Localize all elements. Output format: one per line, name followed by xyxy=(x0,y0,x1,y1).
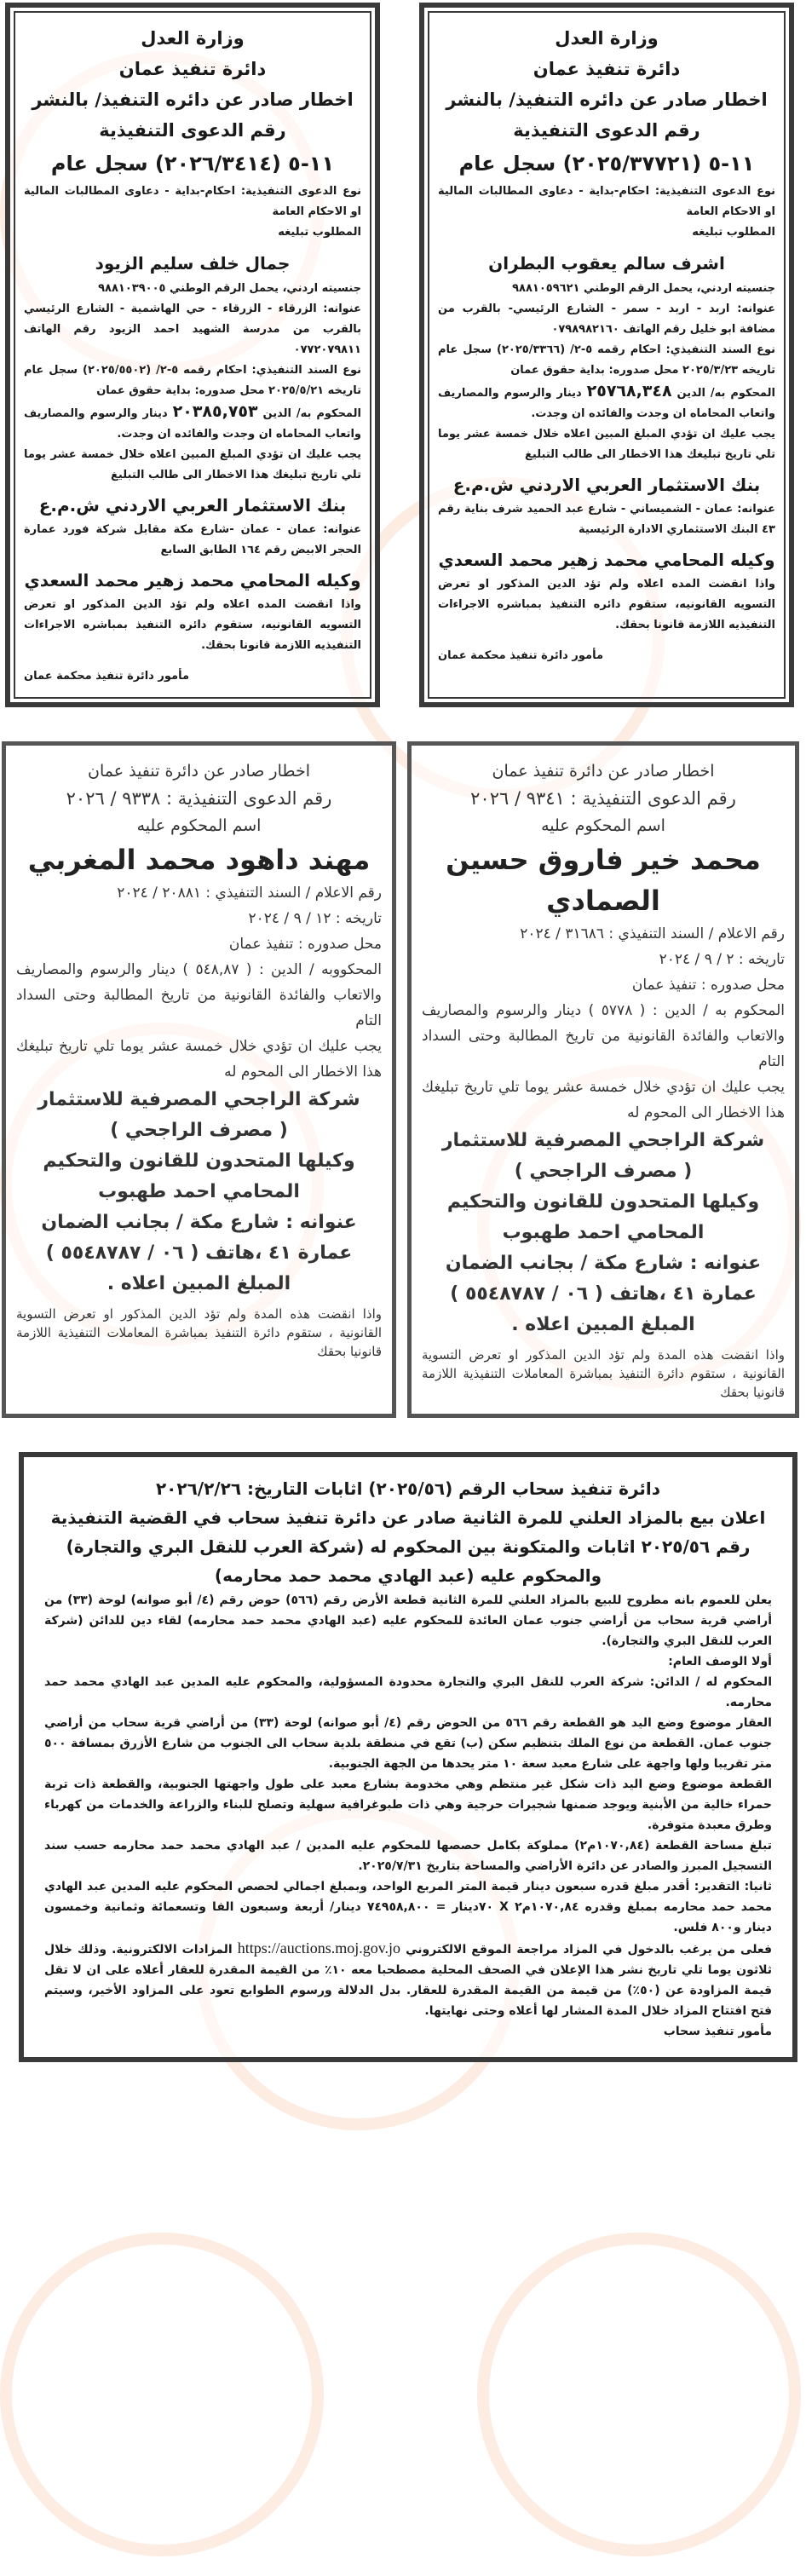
debt-suffix: دينار والرسوم والمصاريف واتعاب المحاماه ان وجدت والفائده ان وجدت. xyxy=(24,407,361,441)
issue-date: تاريخه : ١٢ / ٩ / ٢٠٢٤ xyxy=(248,910,382,927)
notice-heading: اخطار صادر عن دائره التنفيذ/ بالنشر xyxy=(32,89,354,110)
general-description-heading: أولا الوصف العام: xyxy=(668,1655,772,1668)
execution-notice-mid-right xyxy=(407,741,799,1418)
watermark-clock-ring xyxy=(477,2233,801,2556)
bidding-text: فعلى من يرغب بالدخول في المزاد مراجعة الموقع الالكتروني xyxy=(406,1943,772,1956)
warning: واذا انقضت هذه المدة ولم تؤد الدين المذكور او تعرض التسوية القانونية ، ستقوم دائرة التنفيذ بمباشرة المعاملات التنفيذية اللازمة قانونيا بحقك xyxy=(16,1306,382,1359)
notice-heading: اخطار صادر عن دائره التنفيذ/ بالنشر xyxy=(446,89,768,110)
ministry-title: وزارة العدل xyxy=(555,28,659,49)
lawyer-name: المحامي احمد طهبوب xyxy=(502,1222,705,1243)
property-description: القطعة موضوع وضع اليد ذات شكل غير منتظم وهي مخدومة بشارع معبد على طول واجهتها الجنوبية، والقطعة ذات تربة حمراء خالية من الأبنية ويوجد ضمنها شجيرات حرجية وهي ذات طبوغرافية سهلية وتصلح للبناء والزراعة والخدمات من كهرباء وطرق معبدة متوفرة. xyxy=(44,1778,772,1832)
reference-number: رقم الاعلام / السند التنفيذي : ٢٠٨٨١ / ٢٠٢٤ xyxy=(117,885,382,902)
must-pay: يجب عليك ان تؤدي خلال خمسة عشر يوما تلي تاريخ تبليغك هذا الاخطار الى المحوم له xyxy=(422,1079,785,1121)
auctions-website-link[interactable]: https://auctions.moj.gov.jo xyxy=(237,1939,401,1956)
execution-notice-top-left xyxy=(5,3,380,707)
must-pay: يجب عليك ان تؤدي المبلغ المبين اعلاه خلال خمسة عشر يوما تلي تاريخ تبليغك هذا الاخطار الى طالب التبليغ xyxy=(438,428,775,461)
address: عنوانه: الزرقاء - الزرقاء - حي الهاشمية - الشارع الرئيسي بالقرب من مدرسة الشهيد احمد الزيود رقم الهاتف ٠٧٧٢٠٧٩٨١١ xyxy=(24,303,361,356)
creditor-name: بنك الاستثمار العربي الاردني ش.م.ع xyxy=(452,475,761,495)
signature: مأمور دائرة تنفيذ محكمة عمان xyxy=(24,670,189,683)
debtor-name: اشرف سالم يعقوب البطران xyxy=(488,253,725,274)
lawyer-name: وكيله المحامي محمد زهير محمد السعدي xyxy=(24,570,361,591)
issue-place: محل صدوره : تنفيذ عمان xyxy=(631,977,785,994)
case-number: ١١-٥ (٢٠٢٥/٣٧٧٢١) سجل عام xyxy=(458,152,755,176)
bidding-text-rest: المزادات الالكترونية. وذلك خلال ثلاثون يوما تلي تاريخ نشر هذا الإعلان في الصحف المحلية مصطحبا معه ١٠٪ من القيمة المقدرة للعقار أعلاه على ان لا تقل قيمة المزاودة عن (٥٠٪) من قيمة من القيمة المقدرة للعقار. بدل الدلالة ورسوم الطوابع تعود على المزاود الأخير، وسيتم فتح افتتاح المزاد خلال المدة المشار لها أعلاه وحتى نهايتها. xyxy=(44,1943,772,2018)
instrument: نوع السند التنفيذي: احكام رقمه ٥-٢/ (٢٠٢٥/٥٥٠٢) سجل عام تاريخه ٢٠٢٥/٥/٢١ محل صدوره: بداية حقوق عمان xyxy=(24,364,362,397)
department-title: دائرة تنفيذ عمان xyxy=(533,59,681,79)
case-label: رقم الدعوى التنفيذية xyxy=(513,120,700,141)
building-phone: عمارة ٤١ ،هاتف ( ٠٦ / ٥٥٤٨٧٨٧ ) xyxy=(450,1283,757,1305)
name-label: اسم المحكوم عليه xyxy=(541,816,665,835)
case-number: رقم الدعوى التنفيذية : ٩٣٣٨ / ٢٠٢٦ xyxy=(66,788,332,809)
must-pay: يجب عليك ان تؤدي خلال خمسة عشر يوما تلي تاريخ تبليغك هذا الاخطار الى المحوم له xyxy=(16,1038,382,1081)
valuation: ثانيا: التقدير: أقدر مبلغ قدره سبعون دينار قيمة المتر المربع الواحد، وبمبلغ اجمالي لحصص المحكوم عليه المدين عبد الهادي محمد حمد محارمه بمبلغ وقدره ١٠٧٠,٨٤م٢ X ٧٠دينار = ٧٤٩٥٨,٨٠٠ دينار/ أربعة وسبعون الفا وتسعمائة وثمانية وخمسون دينار و٨٠٠ فلس. xyxy=(44,1880,773,1934)
creditor-alias: ( مصرف الراجحي ) xyxy=(514,1161,693,1182)
auction-intro: يعلن للعموم بانه مطروح للبيع بالمزاد العلني للمرة الثانية قطعة الأرض رقم (٥٦٦) حوض رقم (٤/ أبو صوانه) لوحة (٣٣) من أراضي قرية سحاب من أراضي جنوب عمان العائدة للمحكوم عليه (عبد الهادي محمد حمد محارمه) لقاء دين للدائن (شركة العرب للنقل البري والتجارة). xyxy=(44,1593,772,1648)
amount-note: المبلغ المبين اعلاه . xyxy=(107,1273,291,1294)
debtor-name: محمد خير فاروق حسين الصمادي xyxy=(446,844,761,917)
execution-notice-mid-left xyxy=(2,741,396,1418)
signature: مأمور تنفيذ سحاب xyxy=(663,2025,772,2038)
instrument: نوع السند التنفيذي: احكام رقمه ٥-٢/ (٢٠٢٥/٣٣٦٦) سجل عام تاريخه ٢٠٢٥/٣/٢٣ محل صدوره: بداية حقوق عمان xyxy=(438,343,776,377)
debt xyxy=(438,381,775,424)
debt xyxy=(24,401,361,445)
debt-amount: ٢٠٣٨٥,٧٥٣ xyxy=(172,402,258,421)
case-label: رقم الدعوى التنفيذية xyxy=(99,120,286,141)
address: عنوانه : شارع مكة / بجانب الضمان xyxy=(445,1253,762,1274)
debtor-name: مهند داهود محمد المغربي xyxy=(27,844,371,876)
bidding-instructions xyxy=(44,1938,772,2021)
watermark-clock-ring xyxy=(0,2233,324,2556)
notify-label: المطلوب تبليغه xyxy=(278,226,361,239)
case-type: نوع الدعوى التنفيذية: احكام-بداية - دعاوى المطالبات المالية او الاحكام العامة xyxy=(438,185,775,218)
ministry-title: وزارة العدل xyxy=(141,28,245,49)
reference-number: رقم الاعلام / السند التنفيذي : ٣١٦٨٦ / ٢٠٢٤ xyxy=(520,925,785,942)
debt: المحكوم به / الدين : ( ٥٧٧٨ ) دينار والرسوم والمصاريف والاتعاب والفائدة القانونية من تاريخ المطالبة وحتى السداد التام xyxy=(422,1002,785,1070)
signature: مأمور دائرة تنفيذ محكمة عمان xyxy=(438,649,603,662)
creditor-name: شركة الراجحي المصرفية للاستثمار xyxy=(37,1089,360,1110)
department-title: دائرة تنفيذ عمان xyxy=(118,59,267,79)
property-area: تبلغ مساحة القطعة (١٠٧٠,٨٤م٢) مملوكة بكامل حصصها للمحكوم عليه المدين / عبد الهادي محمد حمد محارمه حسب سند التسجيل المبرز والصادر عن دائرة الأراضي والمساحة بتاريخ ٢٠٢٥/٧/٣١. xyxy=(44,1839,772,1873)
execution-notice-top-right xyxy=(419,3,794,707)
lawyer-name: وكيله المحامي محمد زهير محمد السعدي xyxy=(438,550,775,570)
debt-prefix: المحكوم به/ الدين xyxy=(262,407,361,420)
creditor-address: عنوانه: عمان - عمان -شارع مكة مقابل شركة فورد عمارة الحجر الابيض رقم ١٦٤ الطابق السابع xyxy=(24,523,361,556)
debt-suffix: دينار والرسوم والمصاريف واتعاب المحاماه ان وجدت والفائده ان وجدت. xyxy=(438,387,775,420)
notice-heading: اخطار صادر عن دائرة تنفيذ عمان xyxy=(88,762,310,781)
lawyer-name: المحامي احمد طهبوب xyxy=(98,1181,300,1202)
case-type: نوع الدعوى التنفيذية: احكام-بداية - دعاوى المطالبات المالية او الاحكام العامة xyxy=(24,185,361,218)
address: عنوانه: اربد - اربد - سمر - الشارع الرئيسي- بالقرب من مضافة ابو خليل رقم الهاتف ٠٧٩٨٩٨٢١٦٠ xyxy=(438,303,775,336)
issue-date: تاريخه : ٢ / ٩ / ٢٠٢٤ xyxy=(659,951,785,968)
nationality: جنسيته اردني، يحمل الرقم الوطني ٩٨٨١٠٥٩٦٢١ xyxy=(512,282,775,295)
debt-prefix: المحكوم به/ الدين xyxy=(676,387,775,400)
nationality: جنسيته اردني، يحمل الرقم الوطني ٩٨٨١٠٣٩٠٠٥ xyxy=(98,282,361,295)
creditor-alias: ( مصرف الراجحي ) xyxy=(110,1120,288,1141)
case-number: ١١-٥ (٢٠٢٦/٣٤١٤) سجل عام xyxy=(50,152,335,176)
case-number: رقم الدعوى التنفيذية : ٩٣٤١ / ٢٠٢٦ xyxy=(470,788,736,809)
notice-heading: اخطار صادر عن دائرة تنفيذ عمان xyxy=(492,762,715,781)
property-location: العقار موضوع وضع اليد هو القطعة رقم ٥٦٦ من الحوض رقم (٤/ أبو صوانه) لوحة (٣٣) من أراضي قرية سحاب من أراضي جنوب عمان. القطعة من نوع الملك بتنظيم سكن (ب) تقع في منطقة بلدية سحاب الى الجنوب من شارع الأزرق بمسافة ٥٠٠ متر تقريبا ولها واجهة على شارع معبد سعة ١٠ متر يحدها من الجهة الجنوبية. xyxy=(44,1716,772,1771)
auction-title-parties: رقم ٢٠٢٥/٥٦ اثابات والمتكونة بين المحكوم له (شركة العرب للنقل البري والتجارة) xyxy=(66,1536,751,1557)
agent-name: وكيلها المتحدون للقانون والتحكيم xyxy=(446,1191,760,1213)
creditor-name: بنك الاستثمار العربي الاردني ش.م.ع xyxy=(38,495,347,516)
warning: واذا انقضت المده اعلاه ولم تؤد الدين المذكور او تعرض التسويه القانونيه، ستقوم دائره التنفيذ بمباشره الاجراءات التنفيذيه اللازمة قانونا بحقك. xyxy=(438,578,775,631)
auction-title-case: دائرة تنفيذ سحاب الرقم (٢٠٢٥/٥٦) اثابات التاريخ: ٢٠٢٦/٢/٢٦ xyxy=(155,1478,661,1499)
notify-label: المطلوب تبليغه xyxy=(692,226,775,239)
parties: المحكوم له / الدائن: شركة العرب للنقل البري والتجارة محدودة المسؤولية، والمحكوم عليه المدين عبد الهادي محمد حمد محارمه. xyxy=(44,1675,772,1709)
must-pay: يجب عليك ان تؤدي المبلغ المبين اعلاه خلال خمسة عشر يوما تلي تاريخ تبليغك هذا الاخطار الى طالب التبليغ xyxy=(24,448,361,481)
middle-notices-row xyxy=(2,741,799,1418)
auction-notice xyxy=(19,1452,797,2062)
agent-name: وكيلها المتحدون للقانون والتحكيم xyxy=(43,1150,355,1172)
warning: واذا انقضت هذه المدة ولم تؤد الدين المذكور او تعرض التسوية القانونية ، ستقوم دائرة التنفيذ بمباشرة المعاملات التنفيذية اللازمة قانونيا بحقك xyxy=(422,1347,785,1400)
creditor-address: عنوانه: عمان - الشميساني - شارع عبد الحميد شرف بناية رقم ٤٣ البنك الاستثماري الادارة الرئيسية xyxy=(438,503,775,536)
creditor-name: شركة الراجحي المصرفية للاستثمار xyxy=(441,1130,765,1151)
debt-amount: ٢٥٧٦٨,٣٤٨ xyxy=(586,382,672,401)
warning: واذا انقضت المده اعلاه ولم تؤد الدين المذكور او تعرض التسويه القانونيه، ستقوم دائره التنفيذ بمباشره الاجراءات التنفيذيه اللازمة قانونا بحقك. xyxy=(24,598,361,652)
issue-place: محل صدوره : تنفيذ عمان xyxy=(228,936,382,953)
address: عنوانه : شارع مكة / بجانب الضمان xyxy=(41,1212,357,1233)
debt: المحكووبه / الدين : ( ٥٤٨,٨٧ ) دينار والرسوم والمصاريف والاتعاب والفائدة القانونية من تاريخ المطالبة وحتى السداد التام xyxy=(16,961,382,1029)
auction-title-announcement: اعلان بيع بالمزاد العلني للمرة الثانية صادر عن دائرة تنفيذ سحاب في القضية التنفيذية xyxy=(50,1507,766,1528)
top-notices-row xyxy=(5,3,794,707)
auction-title-debtor: والمحكوم عليه (عبد الهادي محمد حمد محارمه) xyxy=(214,1565,602,1586)
name-label: اسم المحكوم عليه xyxy=(136,816,262,835)
amount-note: المبلغ المبين اعلاه . xyxy=(511,1314,695,1335)
building-phone: عمارة ٤١ ،هاتف ( ٠٦ / ٥٥٤٨٧٨٧ ) xyxy=(45,1242,353,1264)
debtor-name: جمال خلف سليم الزيود xyxy=(95,253,291,274)
